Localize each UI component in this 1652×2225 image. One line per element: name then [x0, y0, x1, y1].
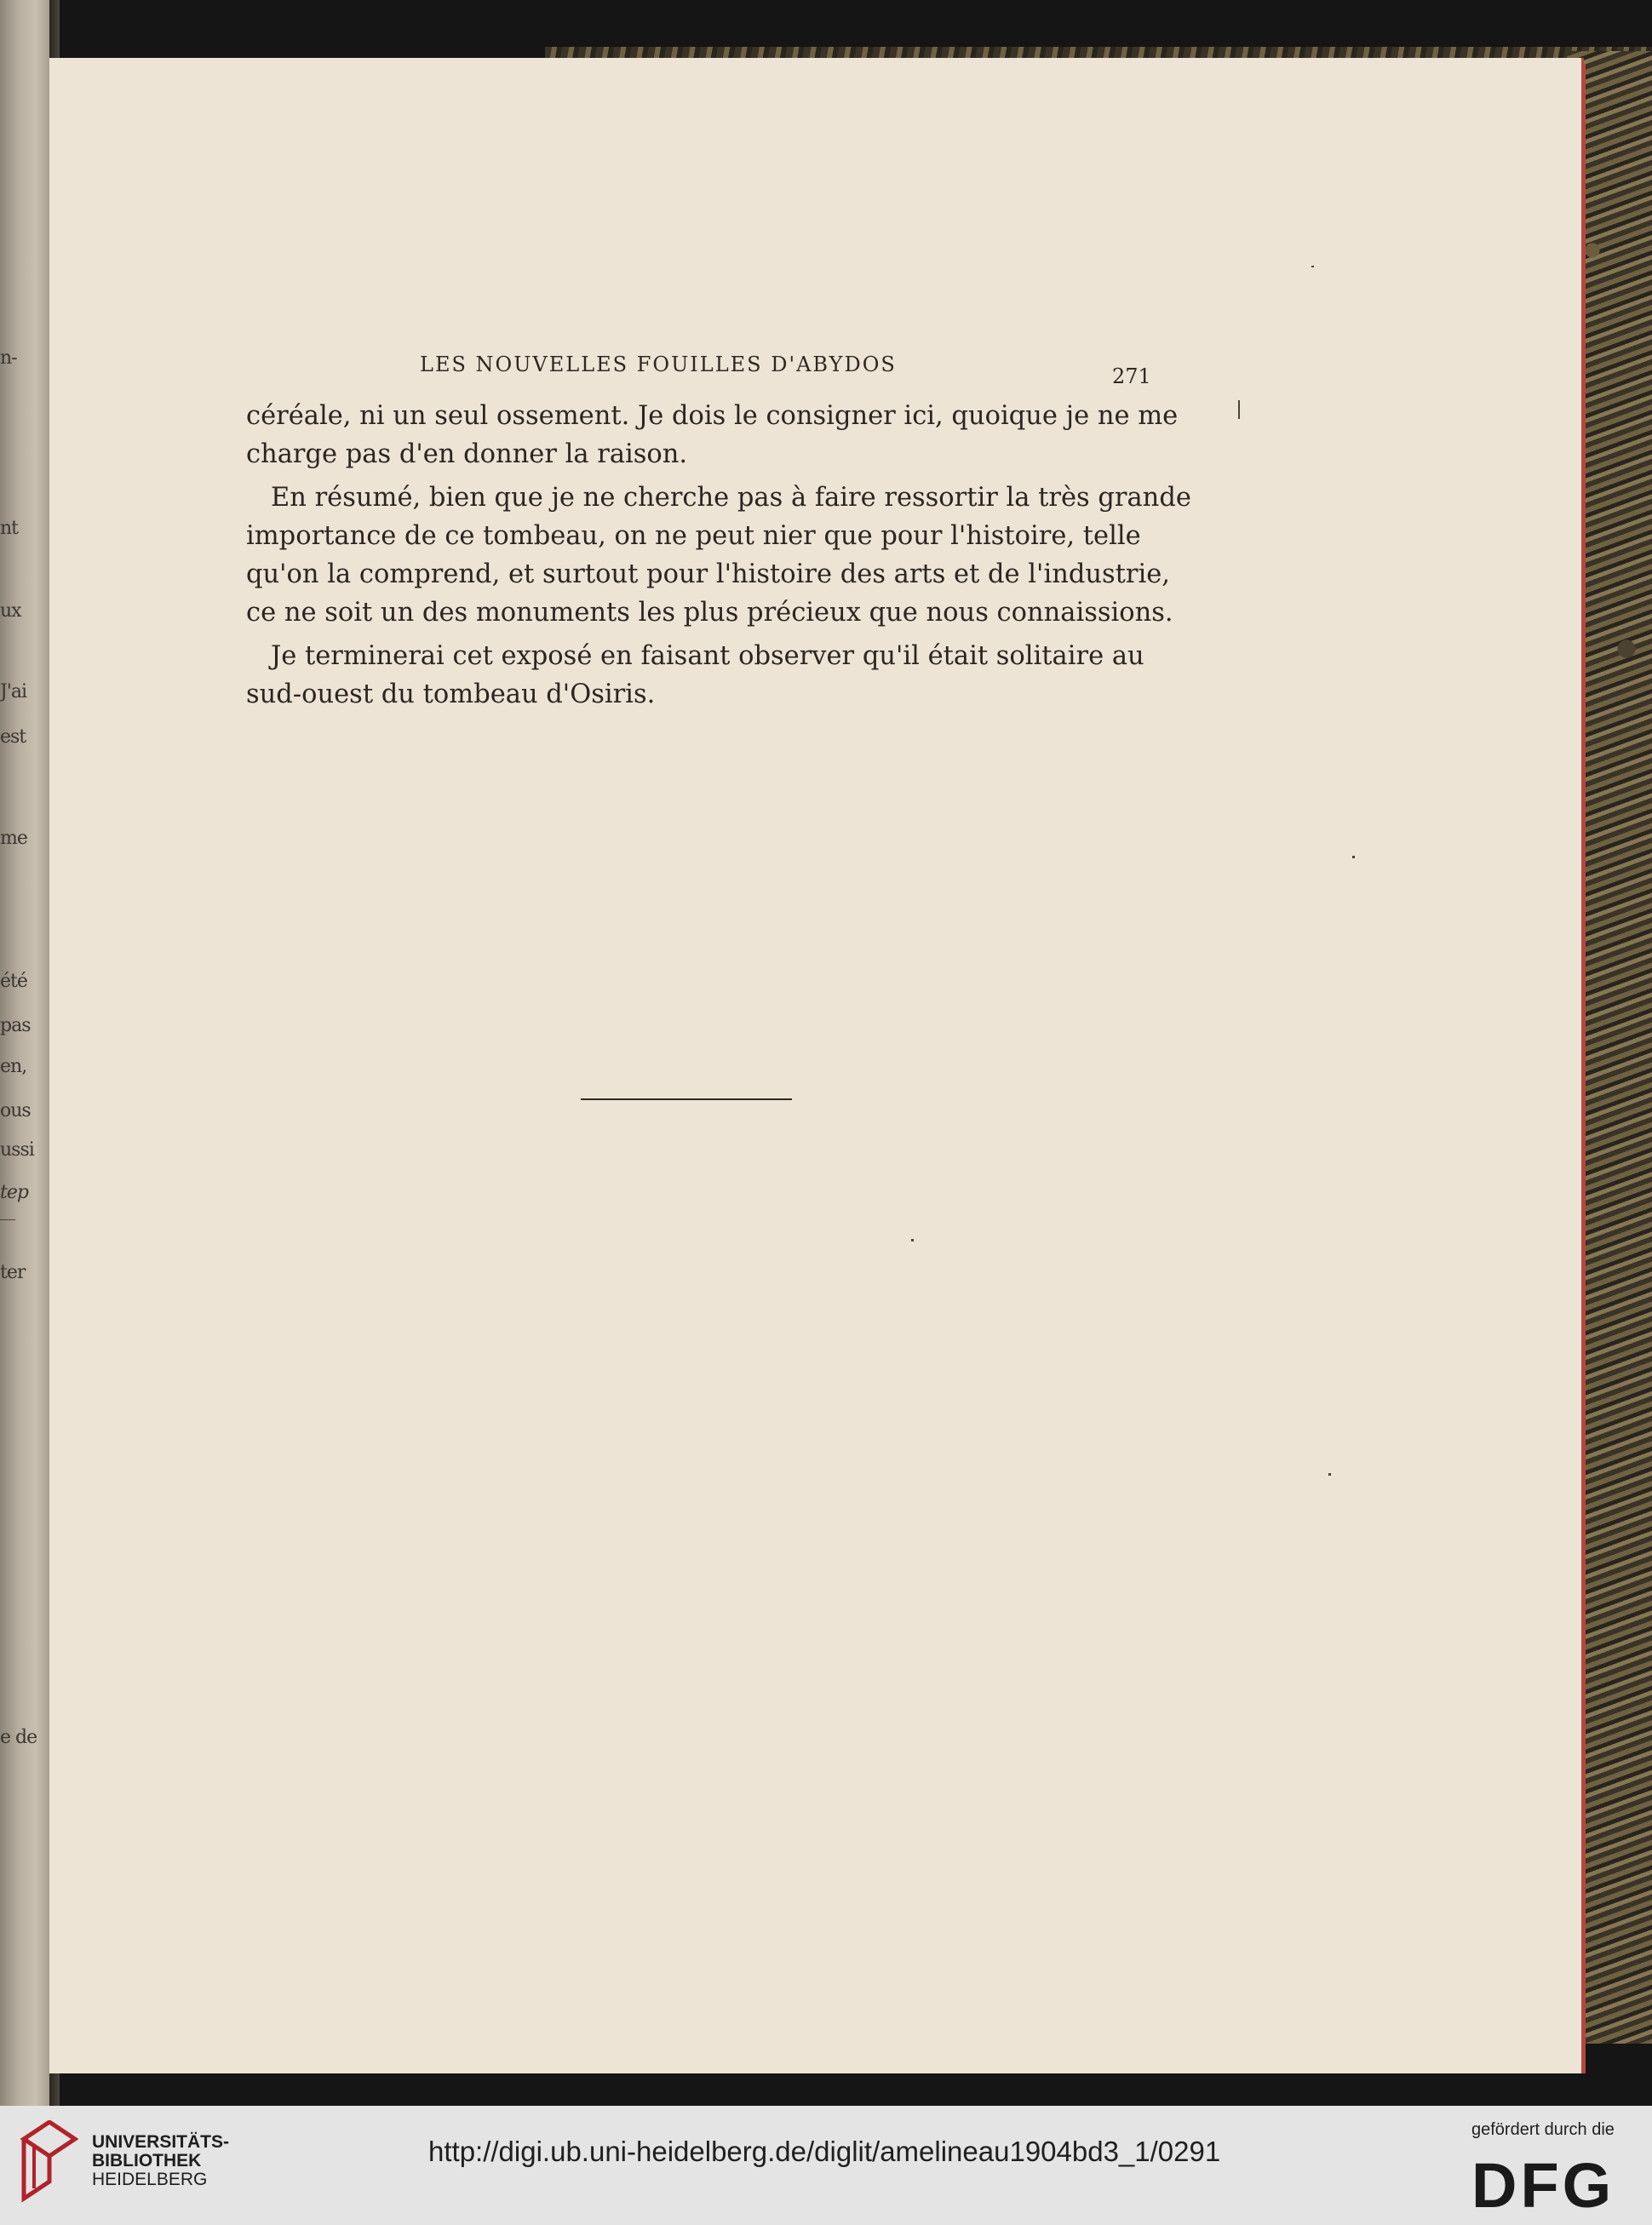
facing-page-fragment: nt	[0, 518, 19, 539]
text-line: ce ne soit un des monuments les plus précieux que nous connaissions.	[246, 598, 1173, 628]
text-line: charge pas d'en donner la raison.	[246, 439, 688, 469]
permalink-url[interactable]: http://digi.ub.uni-heidelberg.de/diglit/amelineau1904bd3_1/0291	[428, 2136, 1221, 2167]
section-end-rule	[581, 1098, 792, 1100]
facing-page-fragment: pas	[0, 1015, 31, 1036]
facing-page-edge	[0, 0, 51, 2106]
paper-speck	[1311, 266, 1314, 267]
facing-page-fragment: ous	[0, 1100, 31, 1121]
text-line: qu'on la comprend, et surtout pour l'histoire des arts et de l'industrie,	[246, 559, 1170, 589]
text-line: importance de ce tombeau, on ne peut nier que pour l'histoire, telle	[246, 521, 1141, 551]
text-line: En résumé, bien que je ne cherche pas à faire ressortir la très grande	[271, 483, 1191, 513]
facing-page-fragment: tep	[0, 1182, 28, 1203]
facing-page-fragment: me	[0, 828, 27, 849]
facing-page-fragment: J'ai	[0, 681, 27, 702]
facing-page-rule	[0, 1219, 15, 1220]
facing-page-fragment: ter	[0, 1262, 26, 1283]
facing-page-fragment: n-	[0, 347, 17, 369]
red-page-edge	[1582, 64, 1586, 2073]
library-name-line: HEIDELBERG	[92, 2170, 208, 2189]
facing-page-fragment: e de	[0, 1727, 37, 1748]
paper-speck	[1328, 1473, 1331, 1476]
paper-speck	[911, 1239, 914, 1242]
facing-page-fragment: ux	[0, 600, 21, 622]
paper-speck	[1352, 856, 1355, 858]
library-name-line: UNIVERSITÄTS-	[92, 2132, 230, 2152]
paper-speck	[1238, 400, 1240, 419]
facing-page-fragment: ussi	[0, 1139, 34, 1161]
dfg-logo: DFG	[1471, 2150, 1615, 2221]
facing-page-fragment: été	[0, 971, 27, 992]
running-head: LES NOUVELLES FOUILLES D'ABYDOS	[420, 353, 897, 376]
text-line: Je terminerai cet exposé en faisant observer qu'il était solitaire au	[271, 641, 1144, 671]
funding-caption: gefördert durch die	[1471, 2120, 1615, 2139]
text-line: céréale, ni un seul ossement. Je dois le consigner ici, quoique je ne me	[246, 401, 1179, 431]
university-library-logo-icon	[17, 2120, 78, 2205]
facing-page-fragment: est	[0, 726, 26, 748]
text-line: sud-ouest du tombeau d'Osiris.	[246, 680, 656, 709]
library-name-line: BIBLIOTHEK	[92, 2151, 202, 2171]
page-number: 271	[1112, 364, 1151, 388]
facing-page-fragment: en,	[0, 1056, 27, 1077]
